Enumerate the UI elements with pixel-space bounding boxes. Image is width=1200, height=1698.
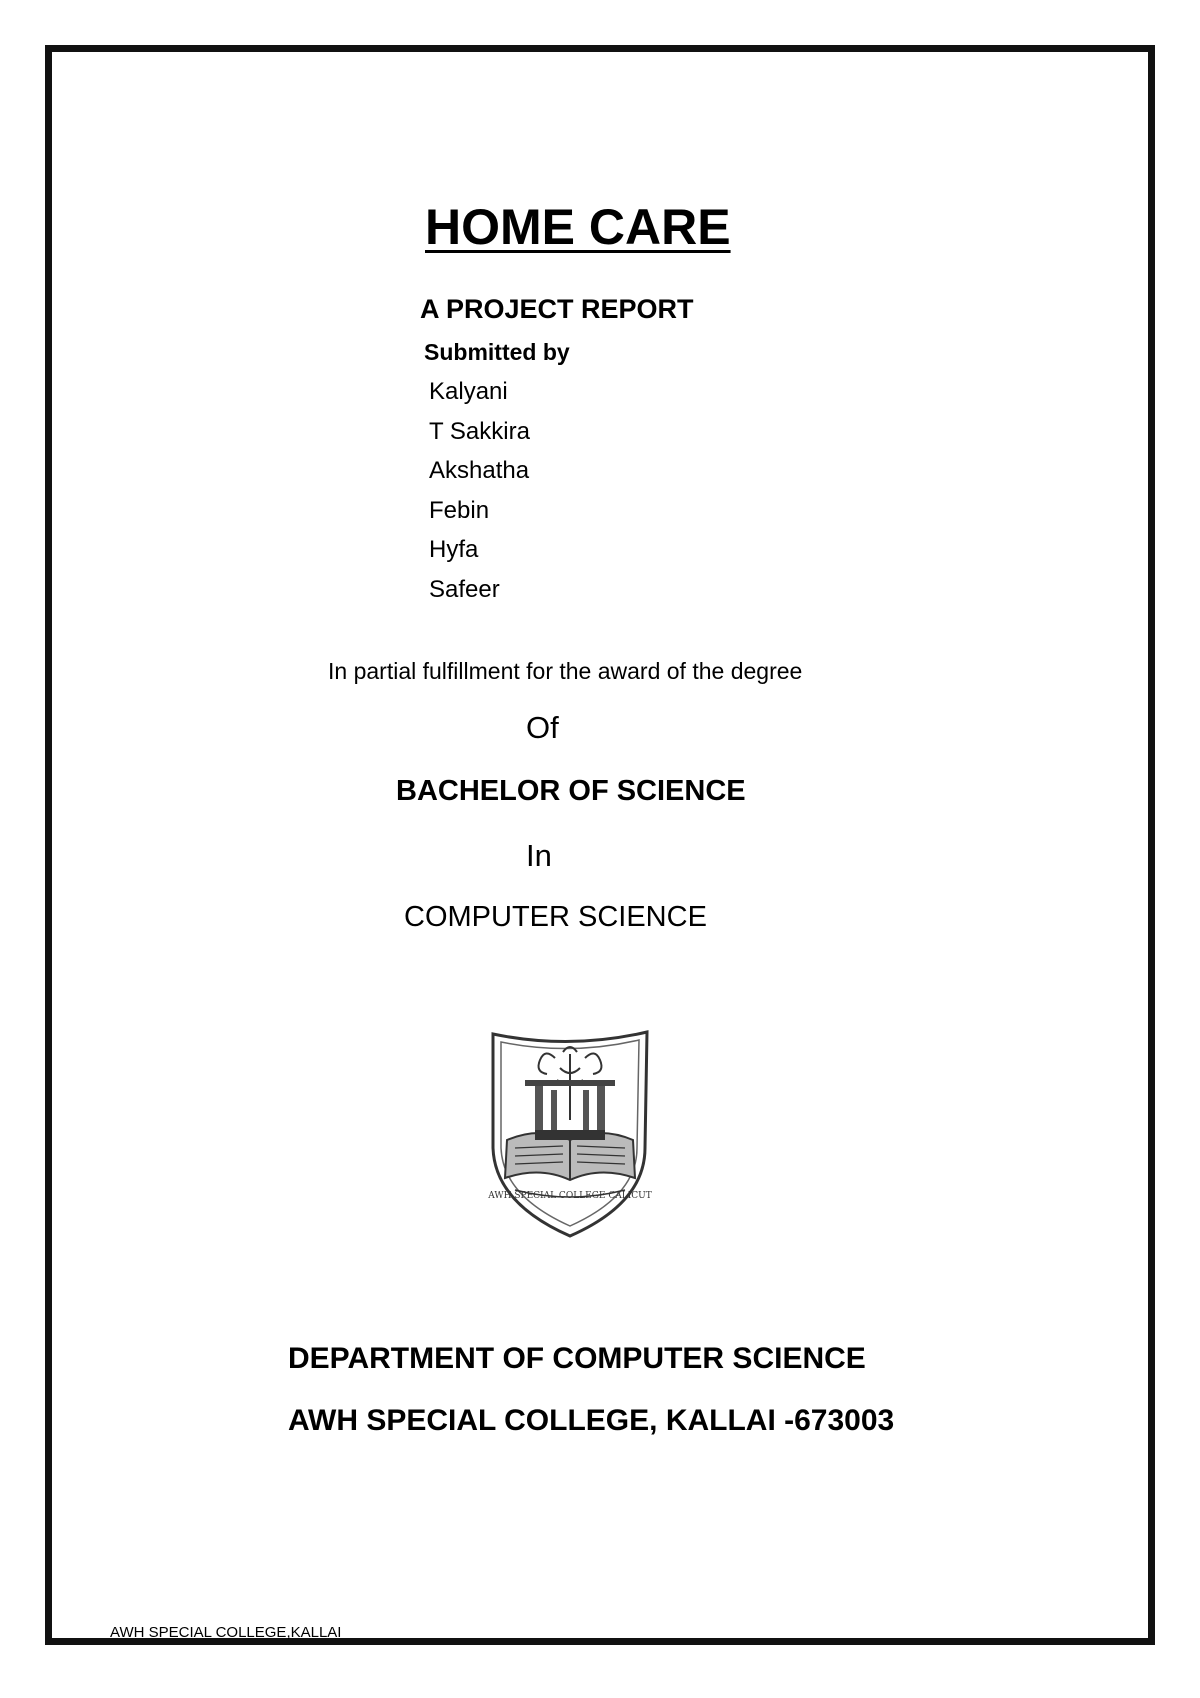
author-name: Akshatha (429, 457, 530, 484)
degree-subject: COMPUTER SCIENCE (404, 901, 707, 933)
author-name: Febin (429, 496, 490, 524)
college-name: AWH SPECIAL COLLEGE, KALLAI -673003 (288, 1404, 895, 1437)
of-text: Of (526, 710, 559, 745)
svg-text:AWH SPECIAL COLLEGE CALICUT: AWH SPECIAL COLLEGE CALICUT (488, 1191, 652, 1201)
submitted-by-label: Submitted by (424, 339, 570, 365)
department-name: DEPARTMENT OF COMPUTER SCIENCE (288, 1342, 866, 1375)
author-name: T Sakkira (429, 417, 530, 445)
author-name: Safeer (429, 575, 500, 603)
fulfillment-statement: In partial fulfillment for the award of the degree (328, 658, 803, 684)
degree-name: BACHELOR OF SCIENCE (396, 775, 746, 807)
in-text: In (526, 838, 552, 873)
college-crest-icon (485, 1028, 655, 1240)
author-name: Kalyani (429, 378, 508, 405)
page-footer: AWH SPECIAL COLLEGE,KALLAI (110, 1624, 342, 1641)
author-list (429, 380, 530, 617)
author-name: Hyfa (429, 536, 479, 563)
report-title: HOME CARE (425, 199, 731, 255)
report-subtitle: A PROJECT REPORT (420, 294, 694, 324)
